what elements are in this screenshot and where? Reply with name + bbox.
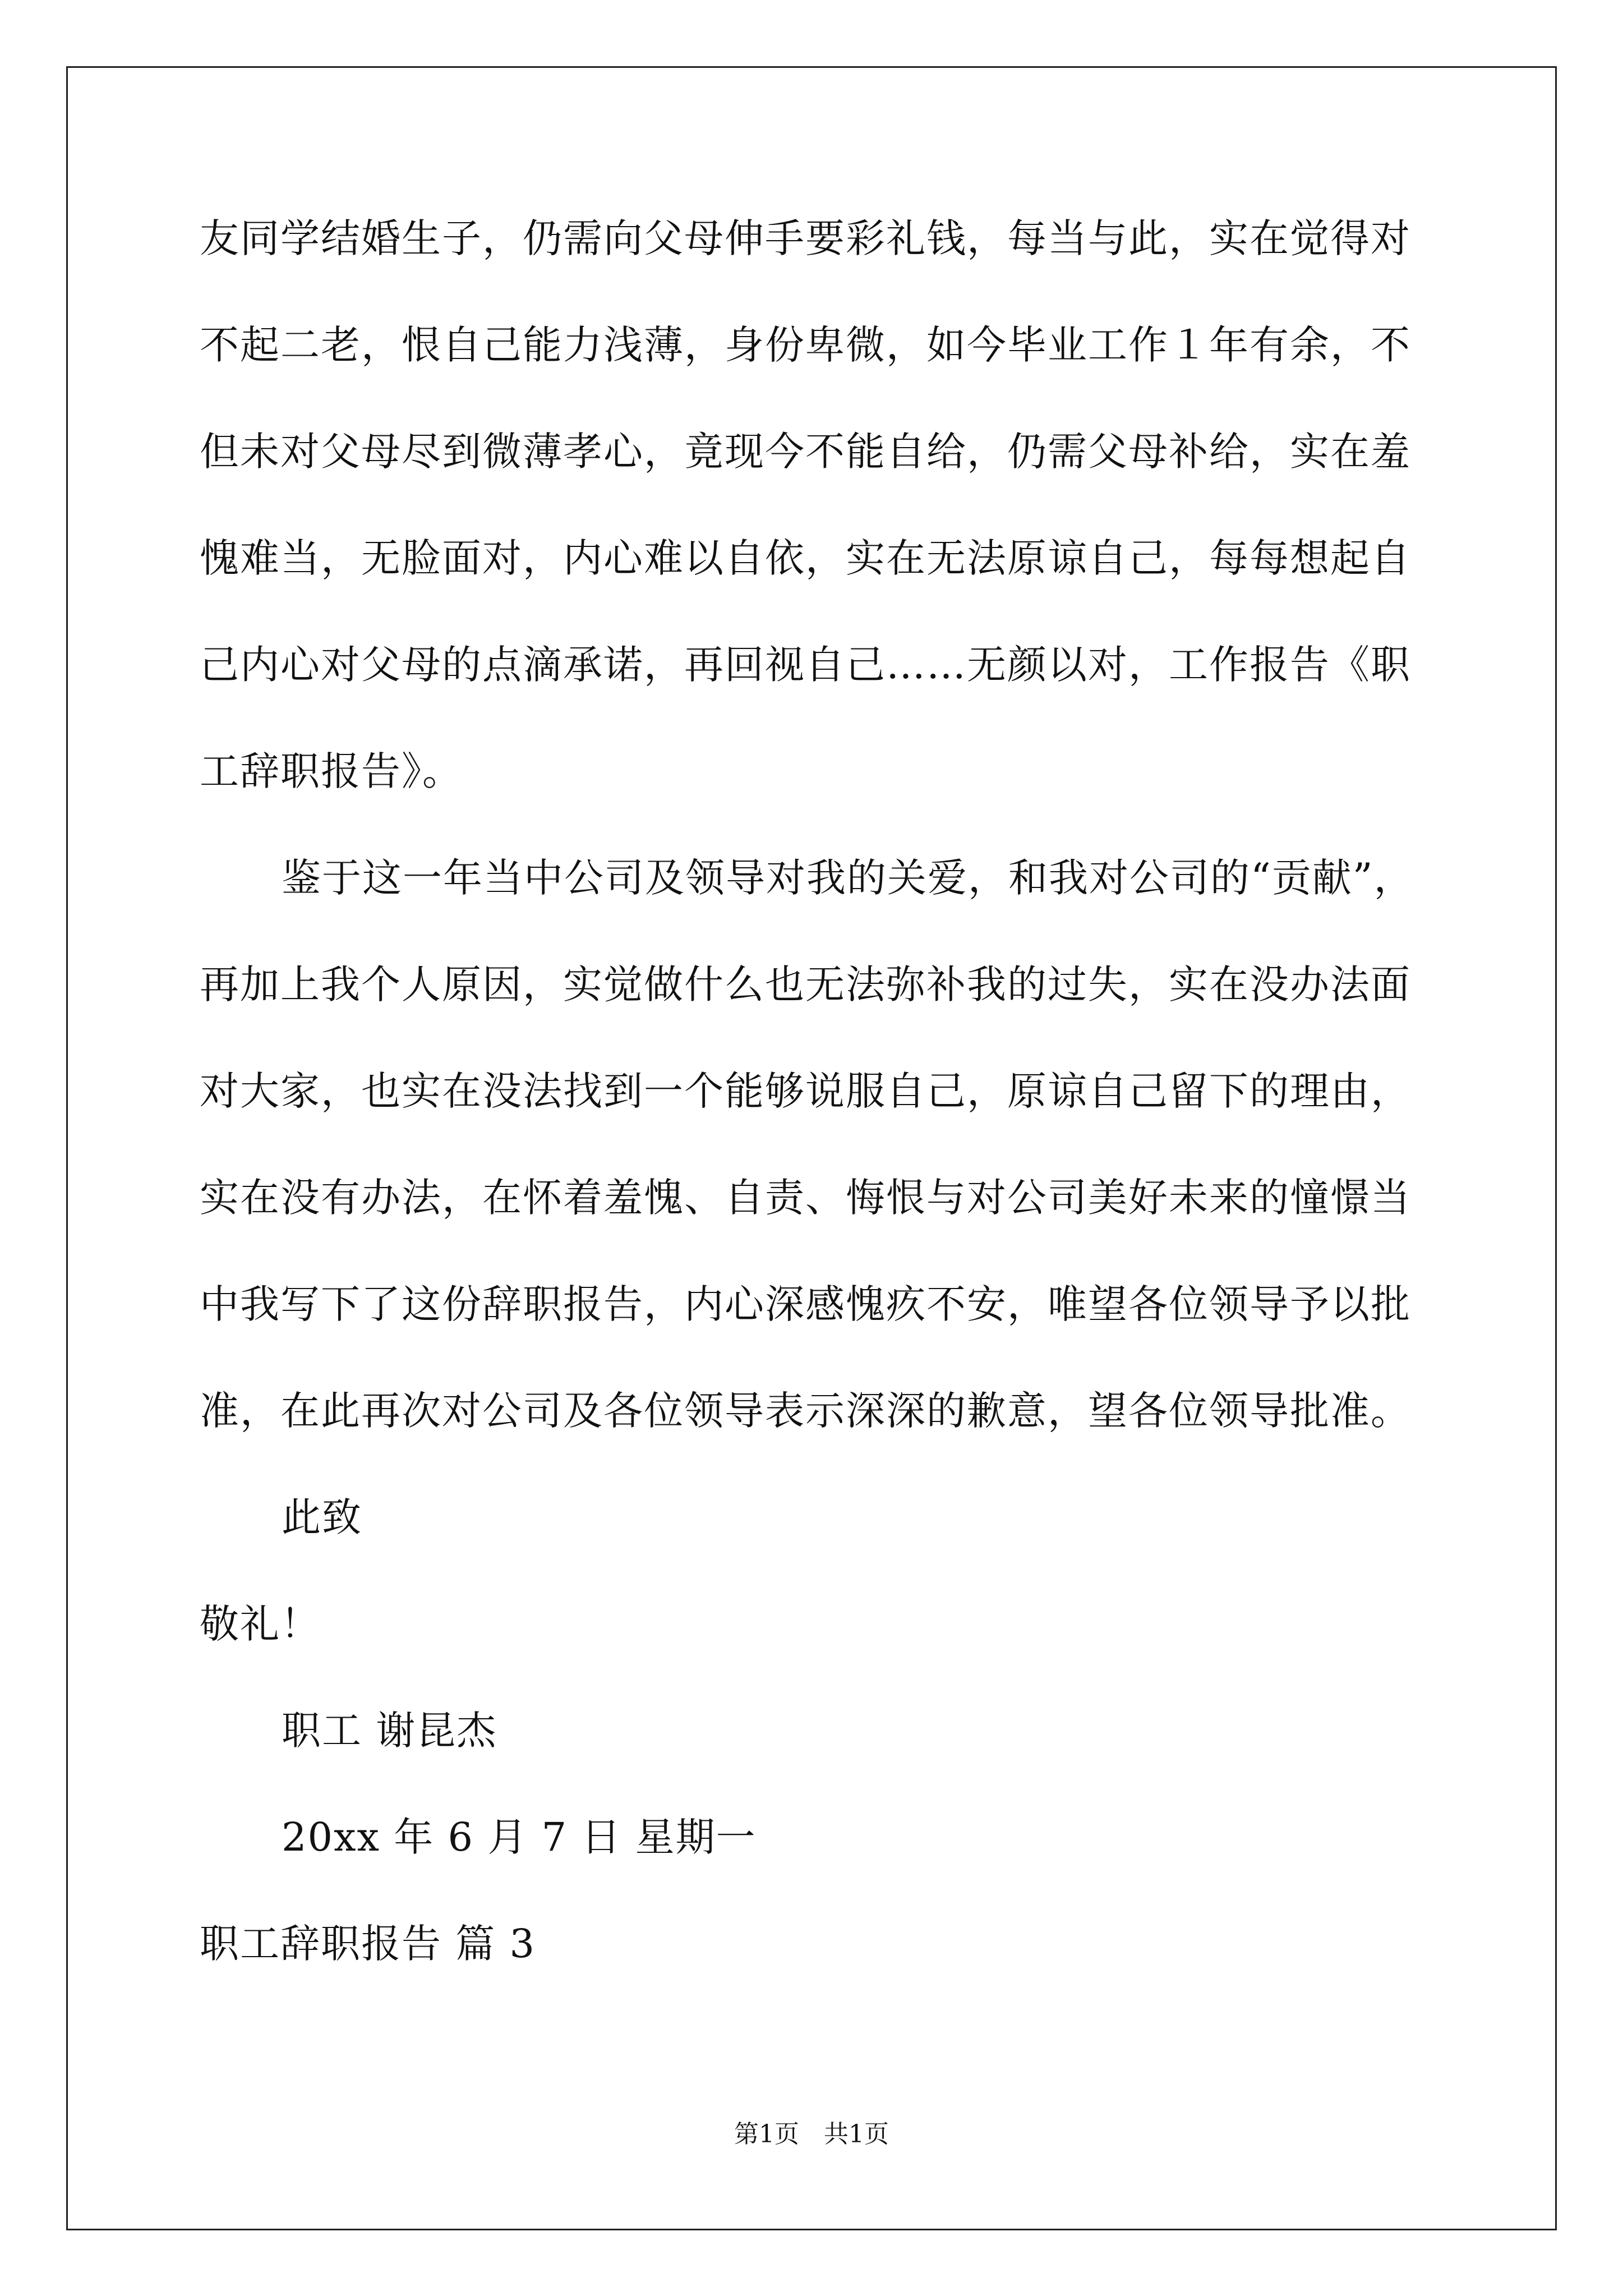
- section-heading: 职工辞职报告 篇 3: [200, 1921, 536, 1967]
- closing-salute: 敬礼！: [200, 1601, 321, 1647]
- paragraph2-line-3: 对大家，也实在没法找到一个能够说服自己，原谅自己留下的理由，: [200, 1068, 1411, 1114]
- date-line: 20xx 年 6 月 7 日 星期一: [282, 1814, 757, 1860]
- paragraph-line-4: 愧难当，无脸面对，内心难以自依，实在无法原谅自己，每每想起自: [200, 535, 1411, 581]
- paragraph2-line-4: 实在没有办法，在怀着羞愧、自责、悔恨与对公司美好未来的憧憬当: [200, 1175, 1411, 1221]
- paragraph-line-2: 不起二老，恨自己能力浅薄，身份卑微，如今毕业工作１年有余，不: [200, 322, 1411, 368]
- page-footer: 第1页 共1页: [734, 2120, 889, 2148]
- paragraph-line-1: 友同学结婚生子，仍需向父母伸手要彩礼钱，每当与此，实在觉得对: [200, 215, 1411, 261]
- paragraph-line-3: 但未对父母尽到微薄孝心，竟现今不能自给，仍需父母补给，实在羞: [200, 429, 1411, 475]
- paragraph-line-6: 工辞职报告》。: [200, 748, 463, 794]
- signature: 职工 谢昆杰: [282, 1708, 497, 1754]
- closing-greeting: 此致: [282, 1494, 362, 1540]
- paragraph-line-5: 己内心对父母的点滴承诺，再回视自己……无颜以对，工作报告《职: [200, 642, 1411, 688]
- paragraph2-line-1: 鉴于这一年当中公司及领导对我的关爱，和我对公司的“贡献”，: [282, 855, 1414, 901]
- paragraph2-line-6: 准，在此再次对公司及各位领导表示深深的歉意，望各位领导批准。: [200, 1388, 1411, 1434]
- page-border: [66, 66, 1557, 2230]
- paragraph2-line-5: 中我写下了这份辞职报告，内心深感愧疚不安，唯望各位领导予以批: [200, 1281, 1411, 1327]
- paragraph2-line-2: 再加上我个人原因，实觉做什么也无法弥补我的过失，实在没办法面: [200, 961, 1411, 1007]
